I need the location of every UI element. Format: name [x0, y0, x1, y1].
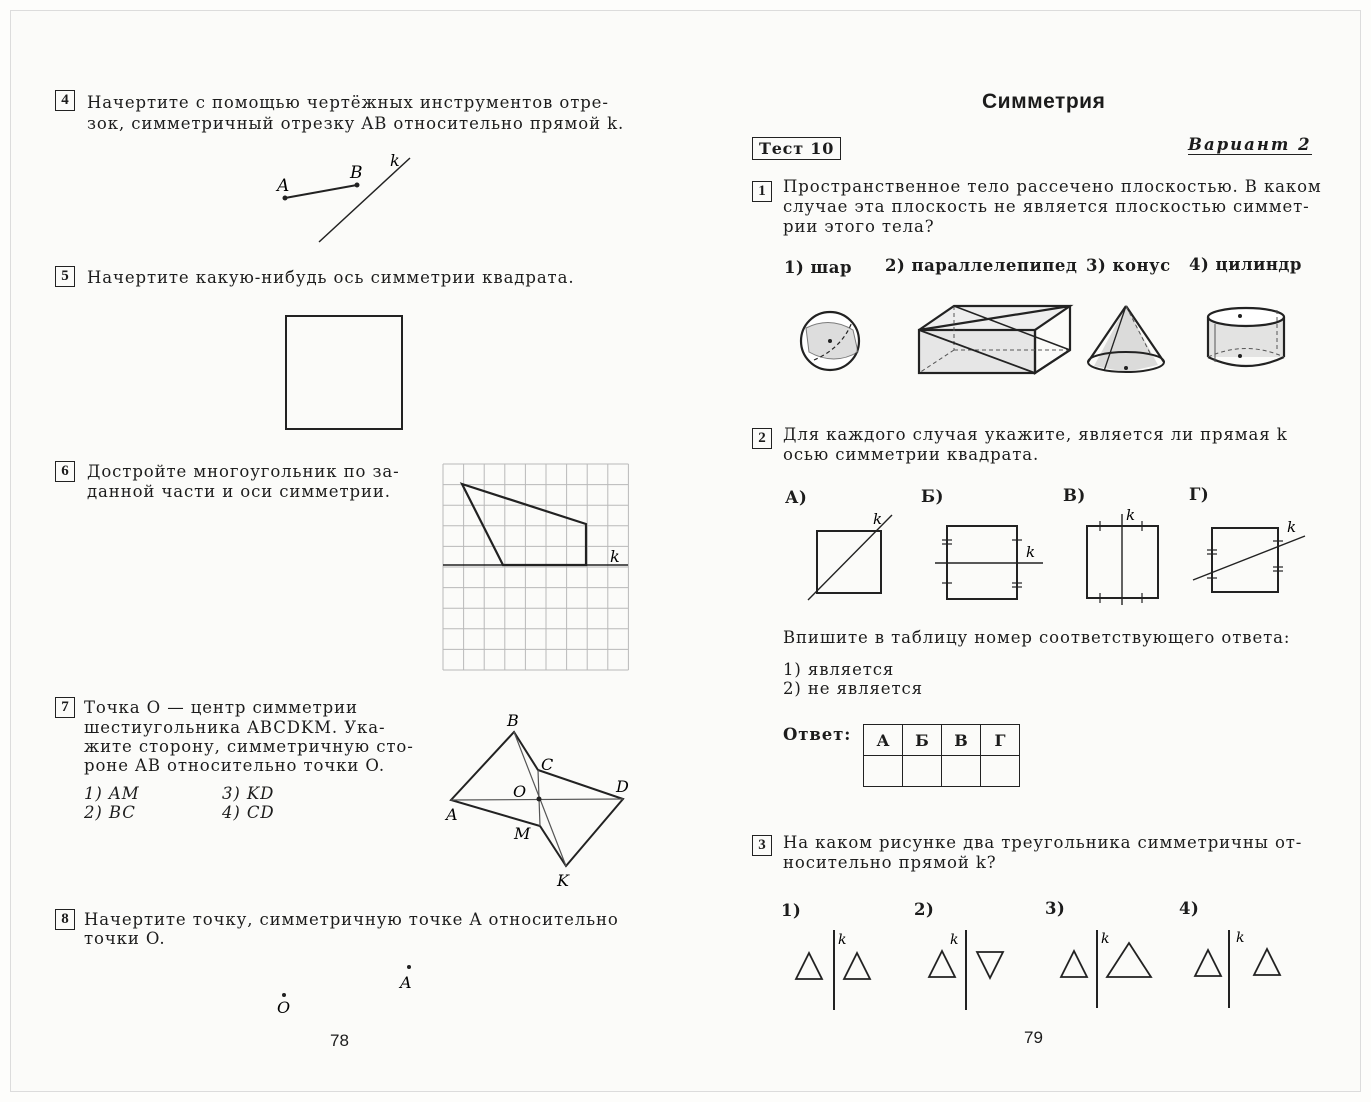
question-number-7: 7 — [55, 697, 75, 718]
label-b: B — [350, 163, 363, 183]
page-number-right: 79 — [1024, 1028, 1043, 1047]
q7-option-2: 2) BC — [84, 803, 136, 822]
question-number-4: 4 — [55, 90, 75, 111]
r-q2-case-v: В) — [1063, 486, 1086, 505]
q5-text: Начертите какую-нибудь ось симметрии квадрата. — [87, 268, 575, 287]
r-q2-text-line1: Для каждого случая укажите, является ли прямая k — [783, 425, 1288, 444]
r-q3-text-line1: На каком рисунке два треугольника симметричны от- — [783, 833, 1303, 852]
r-q1-option-2: 2) параллелепипед — [885, 256, 1078, 275]
page-number-left: 78 — [330, 1031, 349, 1050]
answer-cell-g[interactable] — [981, 756, 1020, 787]
sphere-drawing — [801, 312, 859, 370]
answer-header-g: Г — [981, 725, 1020, 756]
label-a: A — [277, 176, 290, 196]
r-q1-option-3: 3) конус — [1086, 256, 1171, 275]
k-label-g: k — [1287, 518, 1297, 536]
q4-text-line2: зок, симметричный отрезку AB относительно прямой k. — [87, 114, 625, 133]
r-q2-case-a: А) — [785, 488, 808, 507]
question-number-1: 1 — [752, 181, 772, 202]
r-q3-option-1: 1) — [781, 901, 802, 920]
k-label-4: k — [1236, 930, 1245, 946]
point-b — [355, 183, 360, 188]
test-label: Тест 10 — [752, 137, 841, 160]
question-number-6: 6 — [55, 461, 75, 482]
question-number-8: 8 — [55, 909, 75, 930]
label-d: D — [616, 777, 629, 796]
label-k: K — [557, 871, 569, 890]
q7-text-line3: жите сторону, симметричную сто- — [84, 737, 414, 756]
page-title: Симметрия — [982, 90, 1106, 113]
label-c: C — [541, 755, 554, 774]
r-q2-case-b: Б) — [921, 487, 944, 506]
label-k: k — [390, 151, 400, 170]
r-q2-choice-2: 2) не является — [783, 679, 923, 698]
answer-table — [863, 724, 1020, 787]
q8-text-line2: точки O. — [84, 929, 166, 948]
point-o — [282, 993, 286, 997]
q6-text-line2: данной части и оси симметрии. — [87, 482, 391, 501]
r-q3-option-3: 3) — [1045, 899, 1066, 918]
q4-text-line1: Начертите с помощью чертёжных инструментов отре- — [87, 93, 609, 112]
q7-text-line4: роне AB относительно точки O. — [84, 756, 385, 775]
answer-label: Ответ: — [783, 725, 852, 744]
r-q1-text-line3: рии этого тела? — [783, 217, 935, 236]
r-q2-instruction: Впишите в таблицу номер соответствующего ответа: — [783, 628, 1291, 647]
r-q3-option-2: 2) — [914, 900, 935, 919]
q7-text-line2: шестиугольника ABCDKM. Ука- — [84, 718, 386, 737]
axis-k-label: k — [610, 547, 620, 566]
center-o — [537, 797, 542, 802]
r-q1-option-1: 1) шар — [784, 258, 852, 277]
answer-header-b: Б — [903, 725, 942, 756]
q7-option-3: 3) KD — [222, 784, 275, 803]
q7-option-4: 4) CD — [222, 803, 275, 822]
label-a: A — [446, 805, 458, 824]
k-label-3: k — [1101, 931, 1110, 947]
r-q1-option-4: 4) цилиндр — [1189, 255, 1302, 274]
point-a — [407, 965, 411, 969]
q6-text-line1: Достройте многоугольник по за- — [87, 462, 400, 481]
r-q3-option-4: 4) — [1179, 899, 1200, 918]
label-o: O — [513, 782, 527, 801]
answer-header-a: А — [864, 725, 903, 756]
k-label-v: k — [1126, 506, 1136, 524]
answer-cell-b[interactable] — [903, 756, 942, 787]
point-a — [283, 196, 288, 201]
question-number-2: 2 — [752, 428, 772, 449]
r-q1-text-line1: Пространственное тело рассечено плоскостью. В каком — [783, 177, 1322, 196]
k-label-b: k — [1026, 543, 1036, 561]
r-q3-text-line2: носительно прямой k? — [783, 853, 997, 872]
question-number-3: 3 — [752, 835, 772, 856]
label-m: M — [514, 824, 531, 843]
k-label-2: k — [950, 932, 959, 948]
answer-cell-v[interactable] — [942, 756, 981, 787]
k-label-a: k — [873, 510, 883, 528]
r-q2-text-line2: осью симметрии квадрата. — [783, 445, 1040, 464]
answer-cell-a[interactable] — [864, 756, 903, 787]
answer-header-v: В — [942, 725, 981, 756]
r-q2-case-g: Г) — [1189, 485, 1210, 504]
variant-label: Вариант 2 — [1188, 135, 1312, 154]
label-b: B — [507, 711, 519, 730]
q8-text-line1: Начертите точку, симметричную точке A относительно — [84, 910, 619, 929]
question-number-5: 5 — [55, 266, 75, 287]
r-q1-text-line2: случае эта плоскость не является плоскостью симмет- — [783, 197, 1310, 216]
r-q2-choice-1: 1) является — [783, 660, 895, 679]
label-o: O — [277, 998, 291, 1017]
q7-text-line1: Точка O — центр симметрии — [84, 698, 358, 717]
label-a: A — [400, 973, 412, 992]
k-label-1: k — [838, 932, 847, 948]
q7-option-1: 1) AM — [84, 784, 140, 803]
